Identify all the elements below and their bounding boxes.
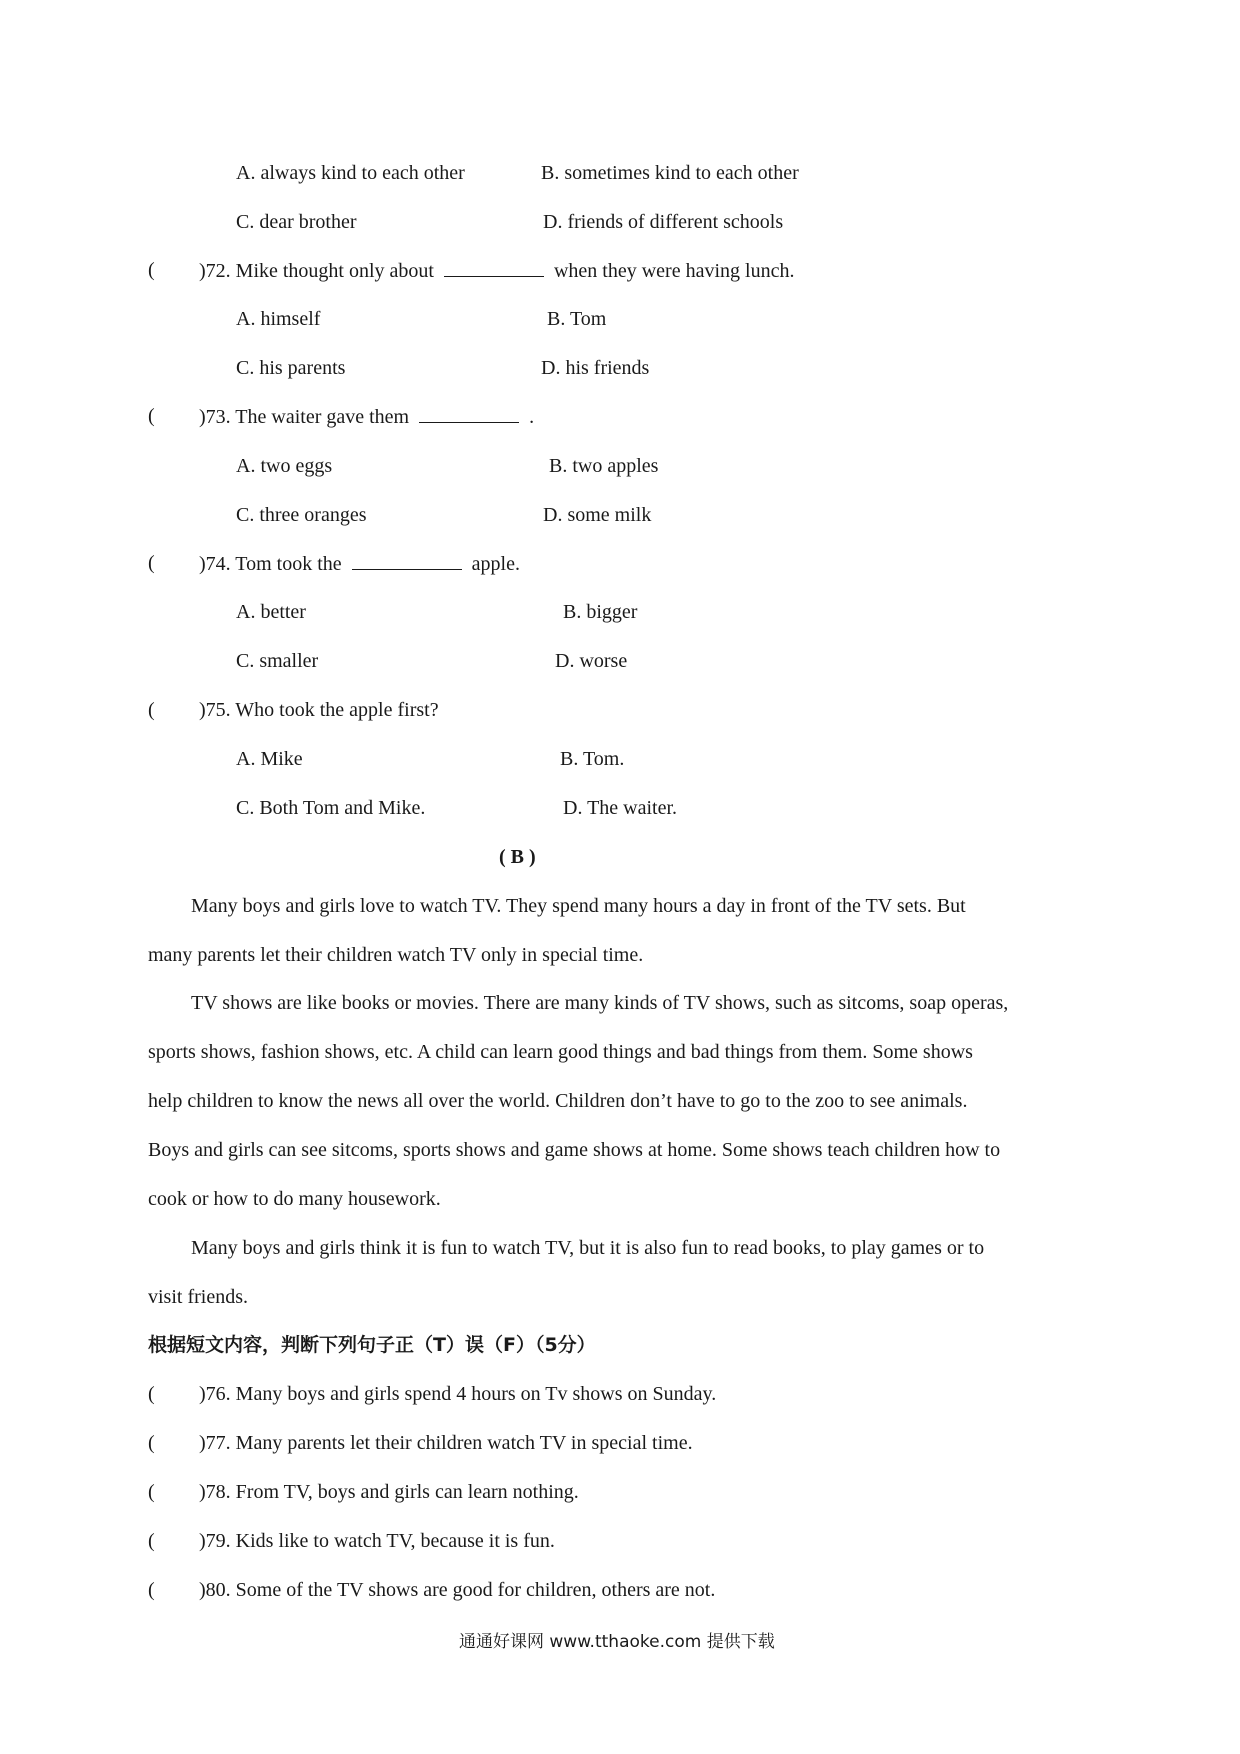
question-72	[199, 258, 794, 283]
q74-option-d: D. worse	[555, 650, 628, 672]
question-75: )75. Who took the apple first?	[199, 699, 439, 721]
q74-text-before: )74. Tom took the	[199, 553, 342, 575]
question-76: )76. Many boys and girls spend 4 hours on Tv shows on Sunday.	[199, 1383, 717, 1405]
q73-text-after: .	[529, 406, 535, 428]
q71-option-a: A. always kind to each other	[236, 162, 465, 184]
tf-instruction: 根据短文内容，判断下列句子正（T）误（F）（5分）	[148, 1334, 596, 1356]
question-80: )80. Some of the TV shows are good for children, others are not.	[199, 1579, 716, 1601]
q71-option-b: B. sometimes kind to each other	[541, 162, 799, 184]
q73-option-c: C. three oranges	[236, 504, 367, 526]
q72-option-a: A. himself	[236, 308, 321, 330]
q72-option-c: C. his parents	[236, 357, 346, 379]
answer-paren-open: (	[148, 1579, 155, 1601]
answer-paren-open: (	[148, 699, 155, 721]
question-77: )77. Many parents let their children watch TV in special time.	[199, 1432, 693, 1454]
passage-line: help children to know the news all over the world. Children don’t have to go to the zoo to see animals.	[148, 1090, 968, 1112]
q72-option-d: D. his friends	[541, 357, 650, 379]
question-74	[199, 551, 520, 576]
q72-blank	[444, 258, 544, 277]
passage-line: Boys and girls can see sitcoms, sports shows and game shows at home. Some shows teach children how to	[148, 1139, 1001, 1161]
answer-paren-open: (	[148, 1481, 155, 1503]
answer-paren-open: (	[148, 259, 155, 281]
q72-text-before: )72. Mike thought only about	[199, 260, 434, 282]
q72-text-after: when they were having lunch.	[553, 260, 795, 282]
answer-paren-open: (	[148, 1432, 155, 1454]
q74-option-b: B. bigger	[563, 601, 638, 623]
passage-line: TV shows are like books or movies. There are many kinds of TV shows, such as sitcoms, soap operas,	[191, 992, 1009, 1014]
q74-option-a: A. better	[236, 601, 306, 623]
question-73	[199, 404, 534, 429]
footer-watermark: 通通好课网 www.tthaoke.com 提供下载	[459, 1632, 775, 1652]
q75-option-c: C. Both Tom and Mike.	[236, 797, 426, 819]
q72-option-b: B. Tom	[547, 308, 607, 330]
q75-option-d: D. The waiter.	[563, 797, 678, 819]
q74-text-after: apple.	[471, 553, 520, 575]
section-b-heading: ( B )	[499, 846, 536, 868]
passage-line: cook or how to do many housework.	[148, 1188, 441, 1210]
q73-option-d: D. some milk	[543, 504, 652, 526]
q75-option-b: B. Tom.	[560, 748, 625, 770]
q73-option-b: B. two apples	[549, 455, 659, 477]
q73-option-a: A. two eggs	[236, 455, 333, 477]
passage-line: many parents let their children watch TV only in special time.	[148, 944, 644, 966]
q75-option-a: A. Mike	[236, 748, 303, 770]
q73-text-before: )73. The waiter gave them	[199, 406, 410, 428]
q74-option-c: C. smaller	[236, 650, 319, 672]
passage-line: Many boys and girls think it is fun to watch TV, but it is also fun to read books, to play games or to	[191, 1237, 985, 1259]
q74-blank	[352, 551, 462, 570]
q71-option-d: D. friends of different schools	[543, 211, 784, 233]
answer-paren-open: (	[148, 1530, 155, 1552]
q73-blank	[419, 404, 519, 423]
question-78: )78. From TV, boys and girls can learn nothing.	[199, 1481, 579, 1503]
passage-line: Many boys and girls love to watch TV. They spend many hours a day in front of the TV sets. But	[191, 895, 966, 917]
passage-line: sports shows, fashion shows, etc. A child can learn good things and bad things from them. Some shows	[148, 1041, 973, 1063]
passage-line: visit friends.	[148, 1286, 248, 1308]
q71-option-c: C. dear brother	[236, 211, 357, 233]
answer-paren-open: (	[148, 405, 155, 427]
question-79: )79. Kids like to watch TV, because it is fun.	[199, 1530, 555, 1552]
answer-paren-open: (	[148, 552, 155, 574]
answer-paren-open: (	[148, 1383, 155, 1405]
